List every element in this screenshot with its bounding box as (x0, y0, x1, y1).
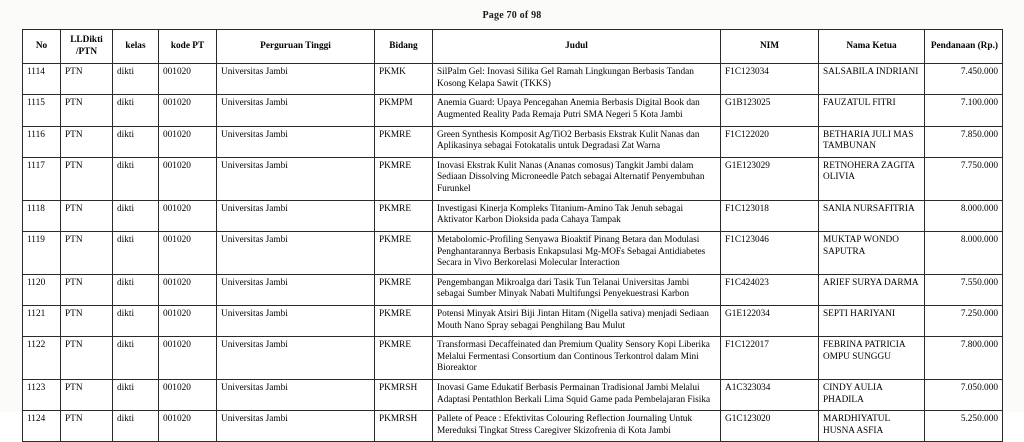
cell-judul: Potensi Minyak Atsiri Biji Jintan Hitam (Nigella sativa) menjadi Sediaan Mouth Nano Spray sebagai Penghilang Bau Mulut (433, 305, 721, 336)
cell-pendanaan: 7.050.000 (925, 380, 1003, 411)
grant-funding-table (22, 29, 1003, 442)
cell-pendanaan: 8.000.000 (925, 231, 1003, 274)
table-row (23, 411, 1003, 442)
column-header-kelas: kelas (113, 30, 159, 64)
cell-no: 1120 (23, 274, 61, 305)
table-row (23, 305, 1003, 336)
cell-bidang: PKMPM (375, 95, 433, 126)
cell-perguruan-tinggi: Universitas Jambi (217, 305, 375, 336)
table-row (23, 231, 1003, 274)
cell-pendanaan: 7.800.000 (925, 337, 1003, 380)
column-header-no: No (23, 30, 61, 64)
cell-no: 1118 (23, 200, 61, 231)
cell-kode-pt: 001020 (159, 126, 217, 157)
cell-kelas: dikti (113, 274, 159, 305)
cell-kelas: dikti (113, 305, 159, 336)
cell-judul: Metabolomic-Profiling Senyawa Bioaktif Pinang Betara dan Modulasi Penghantarannya Berbasis Enkapsulasi Mg-MOFs Sebagai Antidiabetes Secara in Vivo Berkorelasi Molecular Interaction (433, 231, 721, 274)
cell-nama-ketua: RETNOHERA ZAGITA OLIVIA (819, 157, 925, 200)
cell-nim: G1C123020 (721, 411, 819, 442)
cell-judul: Inovasi Game Edukatif Berbasis Permainan Tradisional Jambi Melalui Adaptasi Pentathlon Berkali Lima Squid Game pada Pembelajaran Fisika (433, 380, 721, 411)
cell-lldikti: PTN (61, 411, 113, 442)
cell-nama-ketua: SALSABILA INDRIANI (819, 64, 925, 95)
cell-nama-ketua: FEBRINA PATRICIA OMPU SUNGGU (819, 337, 925, 380)
cell-no: 1119 (23, 231, 61, 274)
column-header-pendanaan: Pendanaan (Rp.) (925, 30, 1003, 64)
cell-nim: G1E123029 (721, 157, 819, 200)
cell-judul: Pengembangan Mikroalga dari Tasik Tun Telanai Universitas Jambi sebagai Sumber Minyak Nabati Multifungsi Penyekuestrasi Karbon (433, 274, 721, 305)
column-header-nim: NIM (721, 30, 819, 64)
table-row (23, 200, 1003, 231)
cell-lldikti: PTN (61, 305, 113, 336)
cell-nim: F1C123018 (721, 200, 819, 231)
cell-perguruan-tinggi: Universitas Jambi (217, 337, 375, 380)
cell-perguruan-tinggi: Universitas Jambi (217, 126, 375, 157)
cell-nim: G1B123025 (721, 95, 819, 126)
cell-perguruan-tinggi: Universitas Jambi (217, 231, 375, 274)
cell-judul: Anemia Guard: Upaya Pencegahan Anemia Berbasis Digital Book dan Augmented Reality Pada Remaja Putri SMA Negeri 5 Kota Jambi (433, 95, 721, 126)
cell-nama-ketua: FAUZATUL FITRI (819, 95, 925, 126)
cell-pendanaan: 8.000.000 (925, 200, 1003, 231)
cell-lldikti: PTN (61, 126, 113, 157)
cell-lldikti: PTN (61, 95, 113, 126)
cell-bidang: PKMRE (375, 305, 433, 336)
cell-nim: A1C323034 (721, 380, 819, 411)
cell-lldikti: PTN (61, 64, 113, 95)
cell-kelas: dikti (113, 380, 159, 411)
cell-nama-ketua: BETHARIA JULI MAS TAMBUNAN (819, 126, 925, 157)
column-header-lldikti-line1: LLDikti (70, 35, 103, 45)
cell-judul: SilPalm Gel: Inovasi Silika Gel Ramah Lingkungan Berbasis Tandan Kosong Kelapa Sawit (TKKS) (433, 64, 721, 95)
cell-bidang: PKMK (375, 64, 433, 95)
cell-pendanaan: 7.850.000 (925, 126, 1003, 157)
cell-no: 1116 (23, 126, 61, 157)
cell-perguruan-tinggi: Universitas Jambi (217, 411, 375, 442)
column-header-judul: Judul (433, 30, 721, 64)
table-header-row (23, 30, 1003, 64)
cell-no: 1123 (23, 380, 61, 411)
table-row (23, 337, 1003, 380)
table-row (23, 274, 1003, 305)
cell-pendanaan: 7.750.000 (925, 157, 1003, 200)
cell-no: 1121 (23, 305, 61, 336)
table-row (23, 126, 1003, 157)
table-row (23, 64, 1003, 95)
cell-no: 1114 (23, 64, 61, 95)
cell-kelas: dikti (113, 126, 159, 157)
cell-lldikti: PTN (61, 380, 113, 411)
cell-kode-pt: 001020 (159, 64, 217, 95)
cell-pendanaan: 5.250.000 (925, 411, 1003, 442)
cell-kelas: dikti (113, 411, 159, 442)
cell-no: 1122 (23, 337, 61, 380)
cell-kode-pt: 001020 (159, 200, 217, 231)
cell-bidang: PKMRE (375, 337, 433, 380)
cell-bidang: PKMRSH (375, 411, 433, 442)
cell-bidang: PKMRE (375, 274, 433, 305)
cell-lldikti: PTN (61, 157, 113, 200)
cell-kelas: dikti (113, 64, 159, 95)
cell-nim: F1C424023 (721, 274, 819, 305)
cell-lldikti: PTN (61, 337, 113, 380)
table-row (23, 157, 1003, 200)
cell-pendanaan: 7.250.000 (925, 305, 1003, 336)
cell-perguruan-tinggi: Universitas Jambi (217, 64, 375, 95)
cell-bidang: PKMRE (375, 126, 433, 157)
cell-perguruan-tinggi: Universitas Jambi (217, 95, 375, 126)
cell-kode-pt: 001020 (159, 231, 217, 274)
cell-no: 1124 (23, 411, 61, 442)
cell-judul: Green Synthesis Komposit Ag/TiO2 Berbasis Ekstrak Kulit Nanas dan Aplikasinya sebagai Fotokatalis untuk Degradasi Zat Warna (433, 126, 721, 157)
cell-nim: F1C122020 (721, 126, 819, 157)
cell-kelas: dikti (113, 200, 159, 231)
cell-judul: Transformasi Decaffeinated dan Premium Quality Sensory Kopi Liberika Melalui Fermentasi Consortium dan Continous Terkontrol dalam Mini Bioreaktor (433, 337, 721, 380)
cell-pendanaan: 7.450.000 (925, 64, 1003, 95)
cell-bidang: PKMRE (375, 157, 433, 200)
cell-bidang: PKMRE (375, 200, 433, 231)
column-header-lldikti-ptn (61, 30, 113, 64)
table-body (23, 64, 1003, 442)
cell-pendanaan: 7.100.000 (925, 95, 1003, 126)
column-header-kode-pt: kode PT (159, 30, 217, 64)
cell-perguruan-tinggi: Universitas Jambi (217, 200, 375, 231)
cell-kelas: dikti (113, 337, 159, 380)
cell-kode-pt: 001020 (159, 95, 217, 126)
column-header-perguruan-tinggi: Perguruan Tinggi (217, 30, 375, 64)
cell-lldikti: PTN (61, 200, 113, 231)
page-number-label: Page 70 of 98 (482, 10, 542, 21)
cell-kode-pt: 001020 (159, 157, 217, 200)
cell-nama-ketua: MARDHIYATUL HUSNA ASFIA (819, 411, 925, 442)
cell-judul: Investigasi Kinerja Kompleks Titanium-Amino Tak Jenuh sebagai Aktivator Karbon Dioksida pada Cahaya Tampak (433, 200, 721, 231)
cell-nim: F1C122017 (721, 337, 819, 380)
column-header-lldikti-line2: /PTN (75, 46, 98, 57)
cell-kode-pt: 001020 (159, 305, 217, 336)
cell-kode-pt: 001020 (159, 380, 217, 411)
cell-judul: Inovasi Ekstrak Kulit Nanas (Ananas comosus) Tangkit Jambi dalam Sediaan Dissolving Microneedle Patch sebagai Alternatif Penyembuhan Furunkel (433, 157, 721, 200)
cell-kelas: dikti (113, 95, 159, 126)
cell-kode-pt: 001020 (159, 411, 217, 442)
cell-lldikti: PTN (61, 231, 113, 274)
cell-pendanaan: 7.550.000 (925, 274, 1003, 305)
cell-kelas: dikti (113, 157, 159, 200)
cell-kode-pt: 001020 (159, 274, 217, 305)
cell-nim: F1C123046 (721, 231, 819, 274)
cell-perguruan-tinggi: Universitas Jambi (217, 274, 375, 305)
column-header-bidang: Bidang (375, 30, 433, 64)
table-row (23, 380, 1003, 411)
cell-bidang: PKMRSH (375, 380, 433, 411)
cell-nama-ketua: SANIA NURSAFITRIA (819, 200, 925, 231)
cell-nama-ketua: CINDY AULIA PHADILA (819, 380, 925, 411)
cell-lldikti: PTN (61, 274, 113, 305)
cell-nama-ketua: SEPTI HARIYANI (819, 305, 925, 336)
cell-bidang: PKMRE (375, 231, 433, 274)
cell-kode-pt: 001020 (159, 337, 217, 380)
cell-nim: G1E122034 (721, 305, 819, 336)
cell-perguruan-tinggi: Universitas Jambi (217, 380, 375, 411)
cell-nama-ketua: MUKTAP WONDO SAPUTRA (819, 231, 925, 274)
cell-nama-ketua: ARIEF SURYA DARMA (819, 274, 925, 305)
table-container (0, 29, 1024, 442)
cell-no: 1115 (23, 95, 61, 126)
cell-kelas: dikti (113, 231, 159, 274)
cell-perguruan-tinggi: Universitas Jambi (217, 157, 375, 200)
table-row (23, 95, 1003, 126)
column-header-nama-ketua: Nama Ketua (819, 30, 925, 64)
cell-nim: F1C123034 (721, 64, 819, 95)
cell-judul: Pallete of Peace : Efektivitas Colouring Reflection Journaling Untuk Mereduksi Tingkat Stress Caregiver Skizofrenia di Kota Jambi (433, 411, 721, 442)
cell-no: 1117 (23, 157, 61, 200)
